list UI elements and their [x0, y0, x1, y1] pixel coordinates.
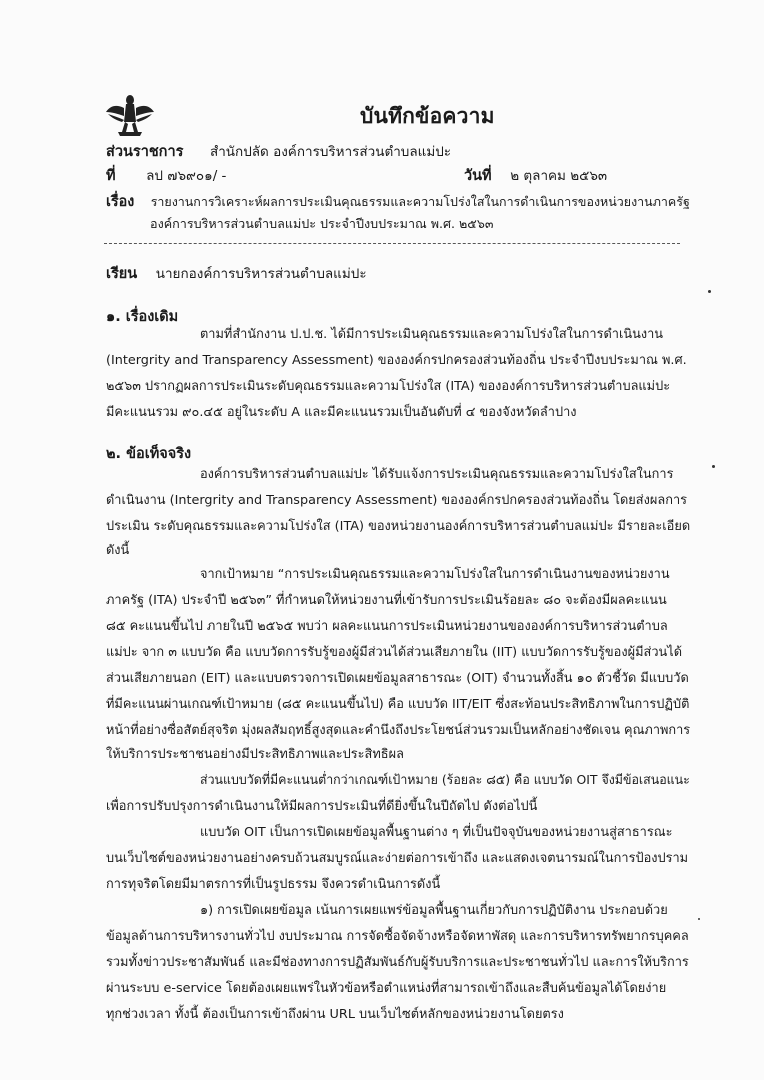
paragraph-line: ผ่านระบบ e-service โดยต้องเผยแพร่ในหัวข้อหรือตำแหน่งที่สามารถเข้าถึงและสืบค้นข้อมูลได้โดยง่าย: [106, 981, 667, 996]
subject-line-2: องค์การบริหารส่วนตำบลแม่ปะ ประจำปีงบประมาณ พ.ศ. ๒๕๖๓: [150, 216, 494, 231]
scan-speck: [698, 918, 700, 920]
paragraph-line: ที่มีคะแนนผ่านเกณฑ์เป้าหมาย (๘๕ คะแนนขึ้นไป) คือ แบบวัด IIT/EIT ซึ่งสะท้อนประสิทธิภาพในการปฏิบัติ: [106, 697, 690, 712]
paragraph-line: ข้อมูลด้านการบริหารงานทั่วไป งบประมาณ การจัดซื้อจัดจ้างหรือจัดหาพัสดุ และการบริหารทรัพยากรบุคคล: [106, 929, 689, 944]
date-label: วันที่: [464, 168, 492, 184]
reference-row: [106, 164, 226, 187]
section-2-heading: ๒. ข้อเท็จจริง: [106, 446, 192, 462]
subject-line-1: รายงานการวิเคราะห์ผลการประเมินคุณธรรมและความโปร่งใสในการดำเนินการของหน่วยงานภาครัฐ: [150, 194, 690, 209]
paragraph-line: ๘๕ คะแนนขึ้นไป ภายในปี ๒๕๖๕ พบว่า ผลคะแนนการประเมินหน่วยงานขององค์การบริหารส่วนตำบล: [106, 619, 668, 634]
paragraph-line: แบบวัด OIT เป็นการเปิดเผยข้อมูลพื้นฐานต่าง ๆ ที่เป็นปัจจุบันของหน่วยงานสู่สาธารณะ: [200, 825, 673, 840]
reference-number: ลป ๗๖๙๐๑/ -: [146, 168, 227, 184]
addressee-row: [106, 262, 367, 285]
reference-label: ที่: [106, 168, 116, 184]
addressee-value: นายกองค์การบริหารส่วนตำบลแม่ปะ: [155, 266, 367, 282]
addressee-label: เรียน: [106, 266, 138, 282]
paragraph-line: ภาครัฐ (ITA) ประจำปี ๒๕๖๓” ที่กำหนดให้หน่วยงานที่เข้ารับการประเมินร้อยละ ๘๐ จะต้องมีผลคะแนน: [106, 593, 667, 608]
paragraph-line: มีคะแนนรวม ๙๐.๔๕ อยู่ในระดับ A และมีคะแนนรวมเป็นอันดับที่ ๔ ของจังหวัดลำปาง: [106, 405, 577, 420]
subject-row: [106, 190, 690, 213]
agency-value: สำนักปลัด องค์การบริหารส่วนตำบลแม่ปะ: [209, 144, 452, 160]
memo-title: บันทึกข้อความ: [360, 104, 495, 128]
scan-speck: [712, 465, 715, 468]
paragraph-line: ดำเนินงาน (Intergrity and Transparency Assessment) ขององค์กรปกครองส่วนท้องถิ่น โดยส่งผลการ: [106, 493, 688, 508]
date-value: ๒ ตุลาคม ๒๕๖๓: [510, 168, 608, 184]
paragraph-line: รวมทั้งข่าวประชาสัมพันธ์ และมีช่องทางการปฏิสัมพันธ์กับผู้รับบริการและประชาชนทั่วไป และการให้บริการ: [106, 955, 689, 970]
date-row: [464, 164, 607, 187]
agency-row: [106, 140, 451, 163]
paragraph-line: ๑) การเปิดเผยข้อมูล เน้นการเผยแพร่ข้อมูลพื้นฐานเกี่ยวกับการปฏิบัติงาน ประกอบด้วย: [200, 903, 668, 918]
scan-speck: [708, 290, 711, 293]
paragraph-line: จากเป้าหมาย “การประเมินคุณธรรมและความโปร่งใสในการดำเนินงานของหน่วยงาน: [200, 567, 670, 582]
paragraph-line: หน้าที่อย่างซื่อสัตย์สุจริต มุ่งผลสัมฤทธิ์สูงสุดและคำนึงถึงประโยชน์ส่วนรวมเป็นหลักอย่างชัดเจน คุณภาพการ: [106, 723, 691, 738]
header-divider: [104, 243, 680, 244]
paragraph-line: ส่วนเสียภายนอก (EIT) และแบบตรวจการเปิดเผยข้อมูลสาธารณะ (OIT) จำนวนทั้งสิ้น ๑๐ ตัวชี้วัด มีแบบวัด: [106, 671, 689, 686]
paragraph-line: องค์การบริหารส่วนตำบลแม่ปะ ได้รับแจ้งการประเมินคุณธรรมและความโปร่งใสในการ: [200, 467, 674, 482]
paragraph-line: ประเมิน ระดับคุณธรรมและความโปร่งใส (ITA) ของหน่วยงานองค์การบริหารส่วนตำบลแม่ปะ มีรายละเอียด: [106, 519, 691, 534]
paragraph-line: การทุจริตโดยมีมาตรการที่เป็นรูปธรรม จึงควรดำเนินการดังนี้: [106, 877, 441, 892]
paragraph-line: ให้บริการประชาชนอย่างมีประสิทธิภาพและประสิทธิผล: [106, 747, 404, 762]
paragraph-line: ส่วนแบบวัดที่มีคะแนนต่ำกว่าเกณฑ์เป้าหมาย (ร้อยละ ๘๕) คือ แบบวัด OIT จึงมีข้อเสนอแนะ: [200, 773, 690, 788]
paragraph-line: ดังนี้: [106, 543, 130, 558]
paragraph-line: ๒๕๖๓ ปรากฏผลการประเมินระดับคุณธรรมและความโปร่งใส (ITA) ขององค์การบริหารส่วนตำบลแม่ปะ: [106, 379, 671, 394]
paragraph-line: ตามที่สำนักงาน ป.ป.ช. ได้มีการประเมินคุณธรรมและความโปร่งใสในการดำเนินงาน: [200, 327, 664, 342]
paragraph-line: เพื่อการปรับปรุงการดำเนินงานให้มีผลการประเมินที่ดียิ่งขึ้นในปีถัดไป ดังต่อไปนี้: [106, 799, 538, 814]
paragraph-line: ทุกช่วงเวลา ทั้งนี้ ต้องเป็นการเข้าถึงผ่าน URL บนเว็บไซต์หลักของหน่วยงานโดยตรง: [106, 1007, 564, 1022]
subject-label: เรื่อง: [106, 194, 135, 210]
paragraph-line: (Intergrity and Transparency Assessment) ขององค์กรปกครองส่วนท้องถิ่น ประจำปีงบประมาณ พ.ศ.: [106, 353, 687, 368]
paragraph-line: บนเว็บไซต์ของหน่วยงานอย่างครบถ้วนสมบูรณ์และง่ายต่อการเข้าถึง และแสดงเจตนารมณ์ในการป้องปราม: [106, 851, 689, 866]
paragraph-line: แม่ปะ จาก ๓ แบบวัด คือ แบบวัดการรับรู้ของผู้มีส่วนได้ส่วนเสียภายใน (IIT) แบบวัดการรับรู้ของผู้มีส่วนได้: [106, 645, 683, 660]
agency-label: ส่วนราชการ: [106, 144, 184, 160]
garuda-emblem-icon: [104, 92, 156, 138]
section-1-heading: ๑. เรื่องเดิม: [106, 309, 179, 325]
